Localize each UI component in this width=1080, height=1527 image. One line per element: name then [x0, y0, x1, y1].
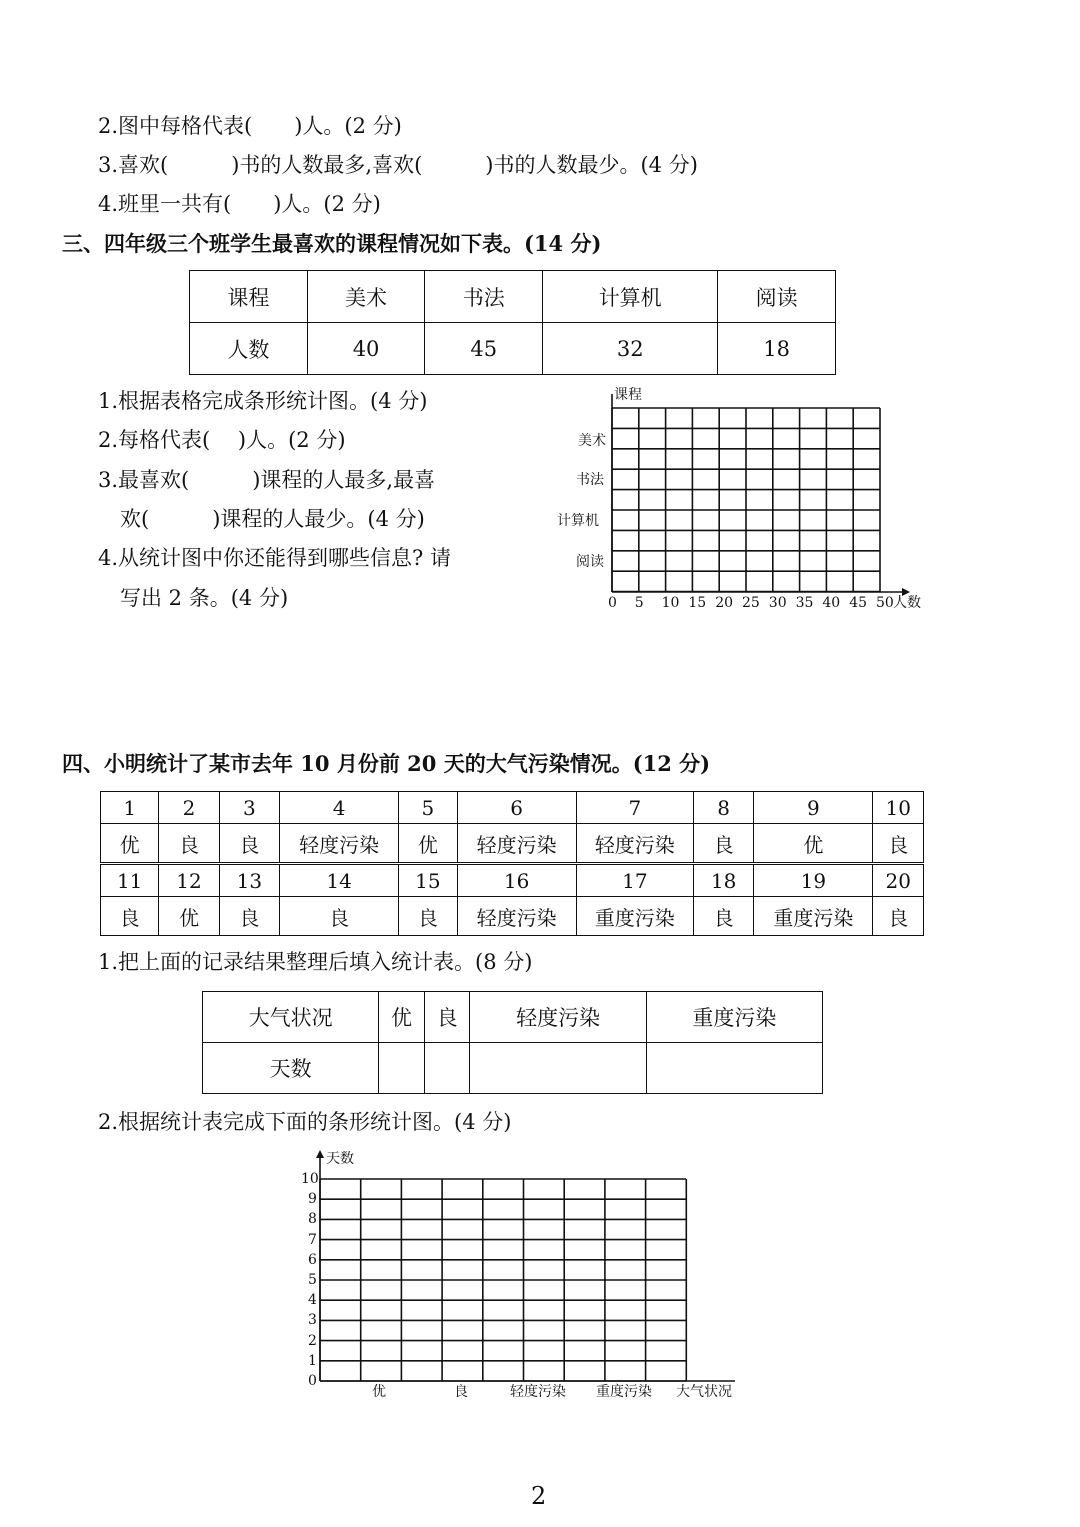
cell: 良	[280, 897, 399, 936]
cell: 17	[576, 863, 693, 896]
cell: 良	[101, 897, 159, 936]
s4-q1: 1.把上面的记录结果整理后填入统计表。(8 分)	[98, 950, 533, 974]
cell: 美术	[307, 271, 425, 323]
table-row	[203, 992, 823, 1043]
chart2-y-tick: 10	[301, 1171, 319, 1187]
chart1-x-tick: 15	[688, 595, 707, 611]
answer-cell[interactable]	[646, 1043, 822, 1094]
s3-q4: 4.从统计图中你还能得到哪些信息? 请	[98, 546, 451, 570]
chart2-cat: 重度污染	[596, 1384, 652, 1400]
table-row	[101, 863, 924, 896]
chart2-y-tick: 5	[308, 1272, 317, 1288]
cell: 优	[379, 992, 425, 1043]
cell: 13	[219, 863, 279, 896]
cell: 10	[873, 792, 924, 824]
table-row	[190, 271, 836, 323]
table-row	[190, 323, 836, 375]
cell: 7	[576, 792, 693, 824]
chart1-x-tick: 50	[876, 595, 894, 611]
cell: 20	[873, 863, 924, 896]
chart2-y-title: 天数	[326, 1151, 354, 1167]
pollution-record-table	[100, 791, 924, 936]
cell: 14	[280, 863, 399, 896]
cell: 优	[101, 824, 159, 864]
cell: 轻度污染	[457, 897, 576, 936]
pollution-summary-table	[202, 991, 823, 1094]
table-row	[203, 1043, 823, 1094]
cell: 9	[754, 792, 873, 824]
cell: 阅读	[718, 271, 836, 323]
chart1-x-title: 人数	[893, 595, 921, 611]
s4-q2: 2.根据统计表完成下面的条形统计图。(4 分)	[98, 1110, 512, 1134]
cell: 良	[399, 897, 457, 936]
cell: 良	[693, 824, 753, 864]
chart1-cat: 计算机	[557, 513, 599, 529]
cell: 2	[159, 792, 219, 824]
page-number: 2	[531, 1482, 547, 1510]
chart2-cat: 优	[372, 1384, 386, 1400]
cell: 重度污染	[754, 897, 873, 936]
cell: 课程	[190, 271, 308, 323]
cell: 良	[219, 824, 279, 864]
cell: 人数	[190, 323, 308, 375]
chart2-cat: 轻度污染	[510, 1384, 566, 1400]
chart2-y-tick: 3	[308, 1312, 317, 1329]
chart1-y-title: 课程	[614, 387, 642, 403]
cell: 18	[693, 863, 753, 896]
cell: 良	[693, 897, 753, 936]
cell: 8	[693, 792, 753, 824]
answer-cell[interactable]	[424, 1043, 470, 1094]
chart2-y-tick: 8	[308, 1211, 317, 1228]
s3-q1: 1.根据表格完成条形统计图。(4 分)	[98, 389, 428, 413]
cell: 良	[159, 824, 219, 864]
cell: 书法	[425, 271, 543, 323]
cell: 4	[280, 792, 399, 824]
table-row	[101, 824, 924, 864]
table-row	[101, 897, 924, 936]
cell: 优	[754, 824, 873, 864]
course-table	[189, 270, 836, 375]
section3-title: 三、四年级三个班学生最喜欢的课程情况如下表。(14 分)	[62, 231, 602, 256]
cell: 良	[873, 897, 924, 936]
cell: 轻度污染	[470, 992, 646, 1043]
chart1-cat: 书法	[576, 472, 604, 488]
chart1-x-tick: 40	[822, 595, 841, 611]
cell: 良	[219, 897, 279, 936]
chart2-y-tick: 0	[308, 1373, 317, 1389]
question-3: 3.喜欢( )书的人数最多,喜欢( )书的人数最少。(4 分)	[98, 153, 698, 177]
s3-q3-cont: 欢( )课程的人最少。(4 分)	[120, 507, 425, 531]
chart2-y-tick: 7	[308, 1231, 317, 1248]
cell: 18	[718, 323, 836, 375]
chart1-cat: 阅读	[576, 554, 604, 570]
cell: 12	[159, 863, 219, 896]
chart1-x-tick: 25	[742, 595, 760, 611]
axis-arrow-icon	[316, 1150, 324, 1158]
cell: 1	[101, 792, 159, 824]
table-row	[101, 792, 924, 824]
cell: 良	[424, 992, 470, 1043]
chart2-y-tick: 1	[308, 1352, 317, 1369]
cell: 优	[159, 897, 219, 936]
answer-cell[interactable]	[470, 1043, 646, 1094]
cell: 16	[457, 863, 576, 896]
chart1-x-tick: 0	[608, 595, 617, 611]
chart2-y-tick: 4	[308, 1292, 317, 1309]
pollution-bar-chart-grid[interactable]	[290, 1140, 760, 1410]
chart1-x-tick: 30	[768, 595, 787, 611]
question-2: 2.图中每格代表( )人。(2 分)	[98, 114, 402, 138]
chart1-x-tick: 45	[849, 595, 868, 611]
chart2-y-tick: 6	[308, 1251, 317, 1268]
chart1-x-tick: 35	[795, 595, 814, 611]
chart1-x-tick: 5	[634, 595, 644, 611]
chart2-cat: 良	[454, 1384, 468, 1400]
chart2-y-tick: 9	[308, 1191, 317, 1208]
cell: 3	[219, 792, 279, 824]
chart2-y-tick: 2	[308, 1332, 317, 1349]
chart1-cat: 美术	[578, 433, 606, 449]
cell: 天数	[203, 1043, 379, 1094]
chart1-x-tick: 10	[661, 595, 680, 611]
cell: 6	[457, 792, 576, 824]
chart2-x-title: 大气状况	[676, 1384, 732, 1400]
question-4: 4.班里一共有( )人。(2 分)	[98, 192, 381, 216]
cell: 良	[873, 824, 924, 864]
chart1-x-tick: 20	[715, 595, 734, 611]
cell: 优	[399, 824, 457, 864]
section4-title: 四、小明统计了某市去年 10 月份前 20 天的大气污染情况。(12 分)	[62, 751, 711, 776]
cell: 40	[307, 323, 425, 375]
cell: 轻度污染	[457, 824, 576, 864]
answer-cell[interactable]	[379, 1043, 425, 1094]
cell: 轻度污染	[280, 824, 399, 864]
cell: 32	[543, 323, 718, 375]
cell: 5	[399, 792, 457, 824]
course-bar-chart-grid[interactable]	[550, 380, 940, 620]
cell: 19	[754, 863, 873, 896]
cell: 计算机	[543, 271, 718, 323]
cell: 轻度污染	[576, 824, 693, 864]
cell: 大气状况	[203, 992, 379, 1043]
cell: 重度污染	[646, 992, 822, 1043]
s3-q3: 3.最喜欢( )课程的人最多,最喜	[98, 468, 436, 492]
s3-q2: 2.每格代表( )人。(2 分)	[98, 428, 346, 452]
cell: 重度污染	[576, 897, 693, 936]
s3-q4-cont: 写出 2 条。(4 分)	[120, 586, 289, 610]
cell: 45	[425, 323, 543, 375]
cell: 15	[399, 863, 457, 896]
cell: 11	[101, 863, 159, 896]
